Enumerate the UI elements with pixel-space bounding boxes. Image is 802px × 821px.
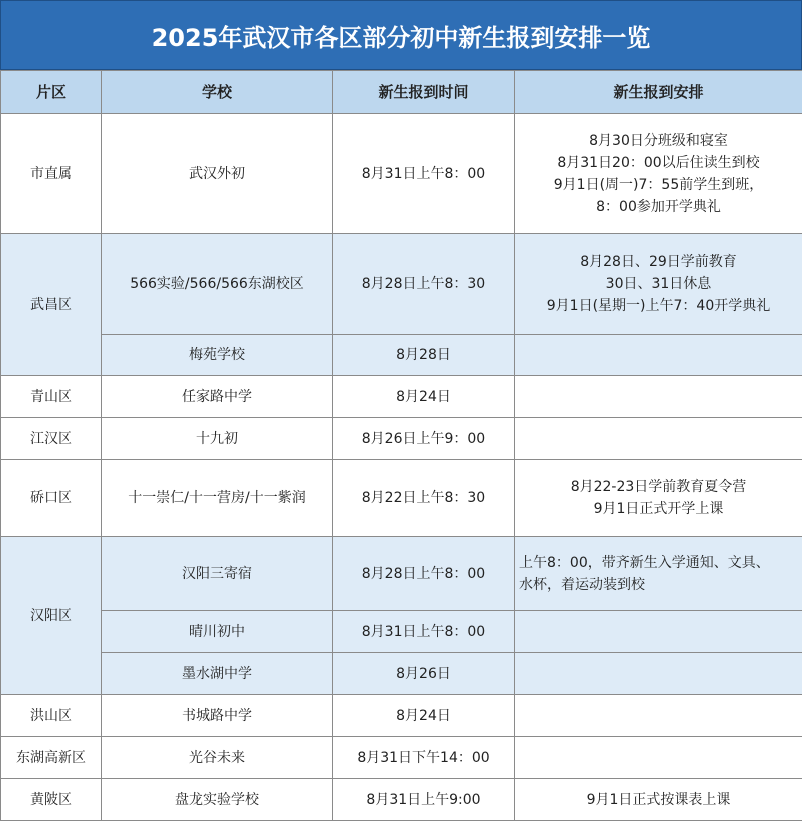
- table-row: [1, 460, 802, 537]
- arrangement-line: 8：00参加开学典礼: [596, 198, 721, 215]
- district-cell: 青山区: [1, 376, 102, 418]
- school-cell: 墨水湖中学: [102, 653, 333, 695]
- time-cell: 8月31日上午9:00: [333, 779, 515, 821]
- table-row: [1, 737, 802, 779]
- arrangement-cell: [515, 376, 802, 418]
- arrangement-cell: [515, 418, 802, 460]
- table-row: [1, 376, 802, 418]
- school-cell: 十一崇仁/十一营房/十一紫润: [102, 460, 333, 537]
- arrangement-line: 30日、31日休息: [605, 276, 712, 292]
- table-row: [1, 611, 802, 653]
- arrangement-cell: [515, 611, 802, 653]
- district-cell: 市直属: [1, 114, 102, 234]
- time-cell: 8月22日上午8：30: [333, 460, 515, 537]
- header-time: 新生报到时间: [333, 71, 515, 114]
- school-cell: 汉阳三寄宿: [102, 537, 333, 611]
- schedule-table: [0, 70, 802, 821]
- school-cell: 武汉外初: [102, 114, 333, 234]
- time-cell: 8月31日上午8：00: [333, 114, 515, 234]
- time-cell: 8月31日下午14：00: [333, 737, 515, 779]
- arrangement-line: 上午8：00，带齐新生入学通知、文具、: [519, 554, 770, 571]
- district-cell: 硚口区: [1, 460, 102, 537]
- district-cell: 黄陂区: [1, 779, 102, 821]
- time-cell: 8月28日: [333, 335, 515, 376]
- header-school: 学校: [102, 71, 333, 114]
- time-cell: 8月28日上午8：30: [333, 234, 515, 335]
- school-cell: 梅苑学校: [102, 335, 333, 376]
- arrangement-cell: [515, 460, 802, 537]
- time-cell: 8月31日上午8：00: [333, 611, 515, 653]
- table-row: [1, 779, 802, 821]
- arrangement-line: 9月1日正式开学上课: [593, 501, 724, 517]
- arrangement-cell: [515, 234, 802, 335]
- table-row: [1, 335, 802, 376]
- arrangement-cell: [515, 737, 802, 779]
- table-row: [1, 418, 802, 460]
- school-cell: 盘龙实验学校: [102, 779, 333, 821]
- table-row: [1, 234, 802, 335]
- table-row: [1, 114, 802, 234]
- arrangement-line: 8月30日分班级和寝室: [589, 132, 728, 149]
- school-cell: 566实验/566/566东湖校区: [102, 234, 333, 335]
- header-district: 片区: [1, 71, 102, 114]
- arrangement-cell: [515, 653, 802, 695]
- district-cell: 洪山区: [1, 695, 102, 737]
- district-cell: 汉阳区: [1, 537, 102, 695]
- arrangement-cell: [515, 695, 802, 737]
- time-cell: 8月24日: [333, 376, 515, 418]
- school-cell: 书城路中学: [102, 695, 333, 737]
- header-arrangement: 新生报到安排: [515, 71, 802, 114]
- arrangement-line: 8月31日20：00以后住读生到校: [557, 154, 760, 171]
- arrangement-line: 8月28日、29日学前教育: [580, 254, 737, 270]
- district-cell: 江汉区: [1, 418, 102, 460]
- district-cell: 武昌区: [1, 234, 102, 376]
- arrangement-cell: [515, 537, 802, 611]
- page-title: 2025年武汉市各区部分初中新生报到安排一览: [0, 0, 802, 70]
- table-row: [1, 695, 802, 737]
- time-cell: 8月24日: [333, 695, 515, 737]
- time-cell: 8月26日上午9：00: [333, 418, 515, 460]
- table-row: [1, 537, 802, 611]
- arrangement-line: 8月22-23日学前教育夏令营: [570, 479, 747, 495]
- school-cell: 任家路中学: [102, 376, 333, 418]
- header-row: [1, 71, 802, 114]
- time-cell: 8月28日上午8：00: [333, 537, 515, 611]
- table-row: [1, 653, 802, 695]
- school-cell: 十九初: [102, 418, 333, 460]
- school-cell: 光谷未来: [102, 737, 333, 779]
- district-cell: 东湖高新区: [1, 737, 102, 779]
- arrangement-cell: 9月1日正式按课表上课: [515, 779, 802, 821]
- arrangement-cell: [515, 335, 802, 376]
- school-cell: 晴川初中: [102, 611, 333, 653]
- arrangement-line: 9月1日(周一)7：55前学生到班，: [553, 176, 764, 193]
- arrangement-line: 9月1日(星期一)上午7：40开学典礼: [546, 298, 771, 314]
- arrangement-line: 水杯，着运动装到校: [519, 576, 645, 593]
- time-cell: 8月26日: [333, 653, 515, 695]
- arrangement-cell: [515, 114, 802, 234]
